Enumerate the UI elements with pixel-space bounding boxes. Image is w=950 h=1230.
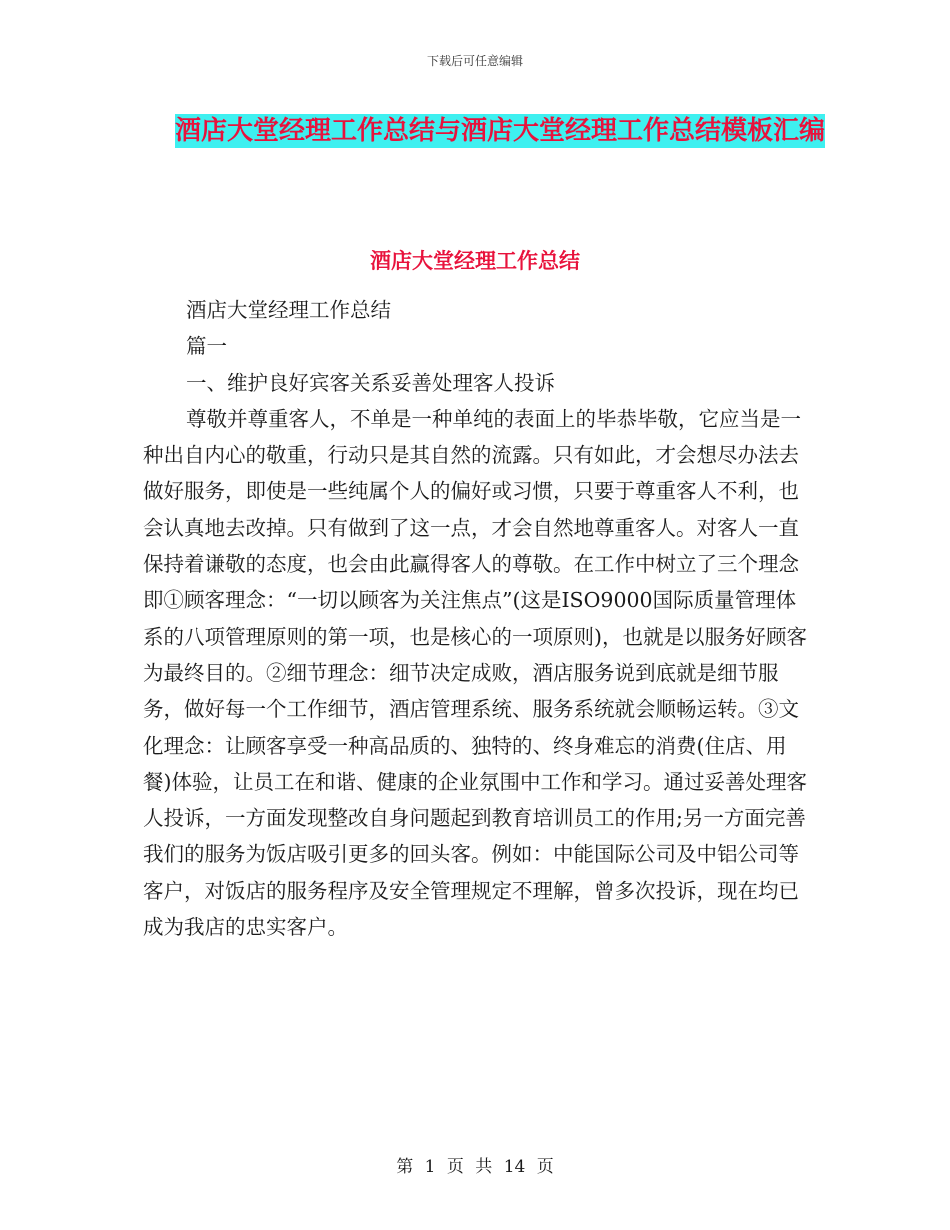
document-title [140,110,860,152]
paragraph-heading: 一、维护良好宾客关系妥善处理客人投诉 [186,370,555,395]
page-number: 第 1 页 共 14 页 [396,1157,554,1177]
paragraph-body: 尊敬并尊重客人，不单是一种单纯的表面上的毕恭毕敬，它应当是一种出自内心的敬重，行动只是其自然的流露。只有如此，才会想尽办法去做好服务，即使是一些纯属个人的偏好或习惯，只要于尊重客人不利，也会认真地去改掉。只有做到了这一点，才会自然地尊重客人。对客人一直保持着谦敬的态度，也会由此赢得客人的尊敬。在工作中树立了三个理念即①顾客理念：“一切以顾客为关注焦点”(这是ISO9000国际质量管理体系的八项管理原则的第一项，也是核心的一项原则)，也就是以服务好顾客为最终目的。②细节理念：细节决定成败，酒店服务说到底就是细节服务，做好每一个工作细节，酒店管理系统、服务系统就会顺畅运转。③文化理念：让顾客享受一种高品质的、独特的、终身难忘的消费(住店、用餐)体验，让员工在和谐、健康的企业氛围中工作和学习。通过妥善处理客人投诉，一方面发现整改自身问题起到教育培训员工的作用;另一方面完善我们的服务为饭店吸引更多的回头客。例如：中能国际公司及中铝公司等客户，对饭店的服务程序及安全管理规定不理解，曾多次投诉，现在均已成为我店的忠实客户。 [143,406,807,940]
page-header-note: 下载后可任意编辑 [426,54,523,68]
document-title-text: 酒店大堂经理工作总结与酒店大堂经理工作总结模板汇编 [174,116,825,146]
document-body [143,292,807,945]
paragraph-subtitle: 酒店大堂经理工作总结 [186,298,391,322]
paragraph-part-label: 篇一 [186,334,227,359]
section-title: 酒店大堂经理工作总结 [370,248,580,273]
